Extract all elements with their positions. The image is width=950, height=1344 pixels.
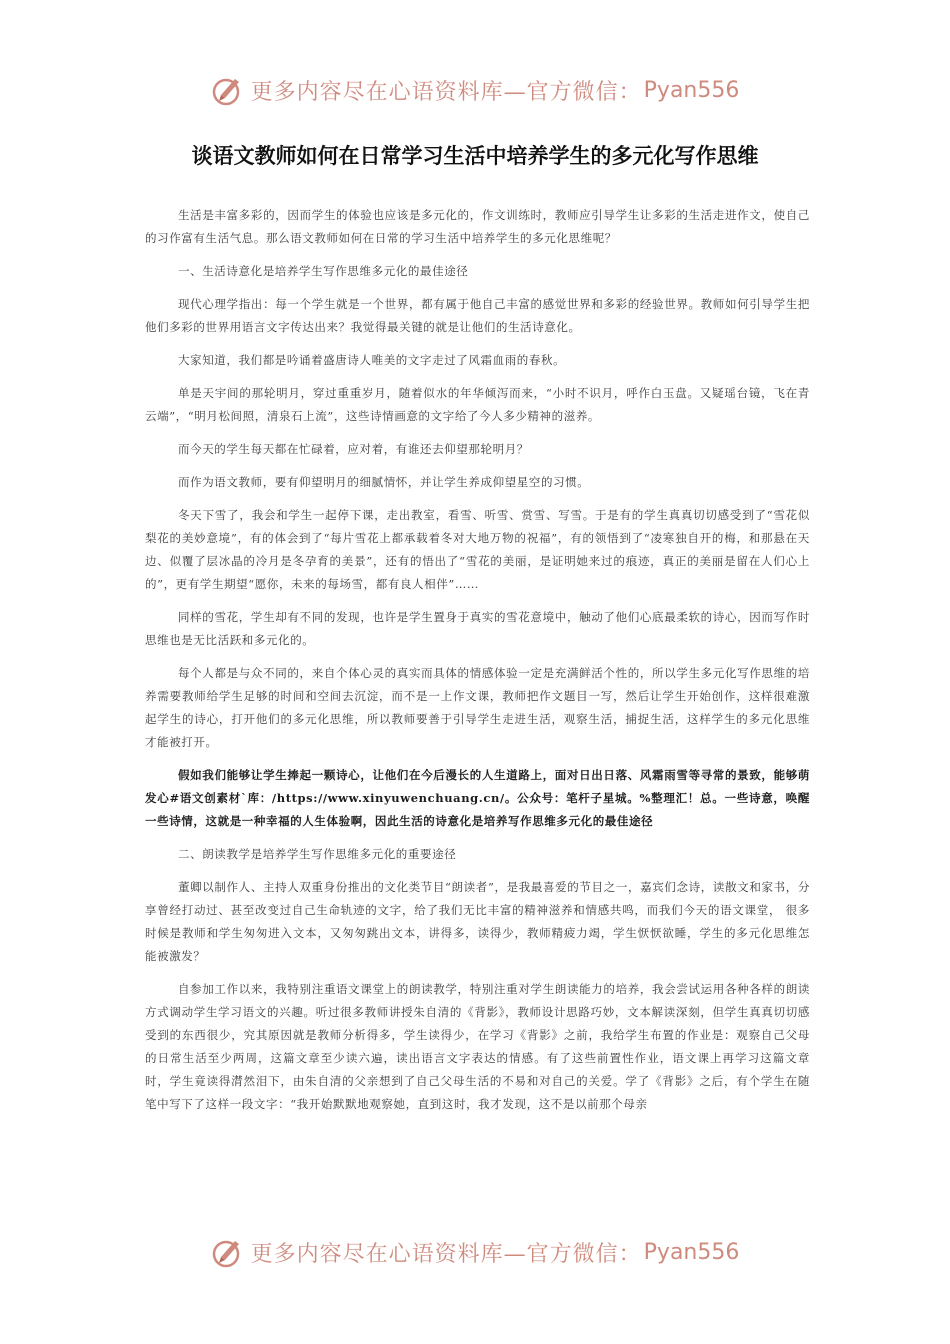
banner-text: 更多内容尽在心语资料库—官方微信： [250,79,642,105]
paragraph: 单是天宇间的那轮明月，穿过重重岁月，随着似水的年华倾泻而来，“小时不识月，呼作白玉盘。又疑瑶台镜，飞在青云端”，“明月松间照，清泉石上流”，这些诗情画意的文字给了今人多少精神的滋养。 [145,386,810,423]
banner-text: 更多内容尽在心语资料库—官方微信： [250,1241,642,1267]
paragraph: 现代心理学指出：每一个学生就是一个世界，都有属于他自己丰富的感觉世界和多彩的经验世界。教师如何引导学生把他们多彩的世界用语言文字传达出来？我觉得最关键的就是让他们的生活诗意化。 [145,297,810,334]
paragraph: 董卿以制作人、主持人双重身份推出的文化类节目“朗读者”，是我最喜爱的节目之一，嘉宾们念诗，读散文和家书，分享曾经打动过、甚至改变过自己生命轨迹的文字，给了我们无比丰富的精神滋养和情感共鸣，而我们今天的语文课堂， 很多时候是教师和学生匆匆进入文本，又匆匆跳出文本，讲得多，读得少，教师精疲力竭，学生恹恹欲睡，学生的多元化思维怎能被激发？ [145,880,810,963]
paragraph: 冬天下雪了，我会和学生一起停下课，走出教室，看雪、听雪、赏雪、写雪。于是有的学生真真切切感受到了“雪花似梨花的美妙意境”，有的体会到了“每片雪花上都承载着冬对大地万物的祝福”，有的领悟到了“凌寒独自开的梅，和那悬在天边、似覆了层冰晶的冷月是冬孕育的美景”，还有的悟出了“雪花的美丽，是证明她来过的痕迹，真正的美丽是留在人们心上的”，更有学生期望“愿你，未来的每场雪，都有良人相伴”…… [145,508,810,591]
paragraph: 每个人都是与众不同的，来自个体心灵的真实而具体的情感体验一定是充满鲜活个性的，所以学生多元化写作思维的培养需要教师给学生足够的时间和空间去沉淀，而不是一上作文课，教师把作文题目一写，然后让学生开始创作，这样很难激起学生的诗心，打开他们的多元化思维，所以教师要善于引导学生走进生活，观察生活，捕捉生活，这样学生的多元化思维才能被打开。 [145,666,810,749]
paragraph: 生活是丰富多彩的，因而学生的体验也应该是多元化的，作文训练时，教师应引导学生让多彩的生活走进作文，使自己的习作富有生活气息。那么语文教师如何在日常的学习生活中培养学生的多元化思维呢？ [145,208,810,245]
paragraph: 而今天的学生每天都在忙碌着，应对着，有谁还去仰望那轮明月？ [178,442,529,456]
paragraph: 而作为语文教师，要有仰望明月的细腻情怀，并让学生养成仰望星空的习惯。 [178,475,590,489]
banner-wechat-id: Pyan556 [643,77,740,103]
section-heading: 一、生活诗意化是培养学生写作思维多元化的最佳途径 [178,264,469,278]
header-banner [0,68,950,112]
footer-banner [0,1230,950,1274]
banner-wechat-id: Pyan556 [643,1239,740,1265]
paragraph: 大家知道，我们都是吟诵着盛唐诗人唯美的文字走过了风霜血雨的春秋。 [178,353,566,367]
paragraph: 假如我们能够让学生捧起一颗诗心，让他们在今后漫长的人生道路上，面对日出日落、风霜雨雪等寻常的景致，能够萌发心#语文创素材`库：/https://www.xinyuwenchuang.cn/。公众号：笔杆子星城。%整理汇！总。一些诗意，唤醒一些诗情，这就是一种幸福的人生体验啊，因此生活的诗意化是培养写作思维多元化的最佳途径 [145,768,810,828]
document-body [145,204,810,1126]
paragraph: 自参加工作以来，我特别注重语文课堂上的朗读教学，特别注重对学生朗读能力的培养，我会尝试运用各种各样的朗读方式调动学生学习语文的兴趣。听过很多教师讲授朱自清的《背影》，教师设计思路巧妙，文本解读深刻，但学生真真切切感受到的东西很少，究其原因就是教师分析得多，学生读得少，在学习《背影》之前，我给学生布置的作业是：观察自己父母的日常生活至少两周，这篇文章至少读六遍，读出语言文字表达的情感。有了这些前置性作业，语文课上再学习这篇文章时，学生竟读得潸然泪下，由朱自清的父亲想到了自己父母生活的不易和对自己的关爱。学了《背影》之后，有个学生在随笔中写下了这样一段文字：“我开始默默地观察她，直到这时，我才发现，这不是以前那个母亲 [145,982,810,1111]
pen-circle-logo-icon [211,73,245,107]
pen-circle-logo-icon [211,1235,245,1269]
section-heading: 二、朗读教学是培养学生写作思维多元化的重要途径 [178,847,457,861]
document-title: 谈语文教师如何在日常学习生活中培养学生的多元化写作思维 [191,144,759,168]
paragraph: 同样的雪花，学生却有不同的发现，也许是学生置身于真实的雪花意境中，触动了他们心底最柔软的诗心，因而写作时思维也是无比活跃和多元化的。 [145,610,810,647]
